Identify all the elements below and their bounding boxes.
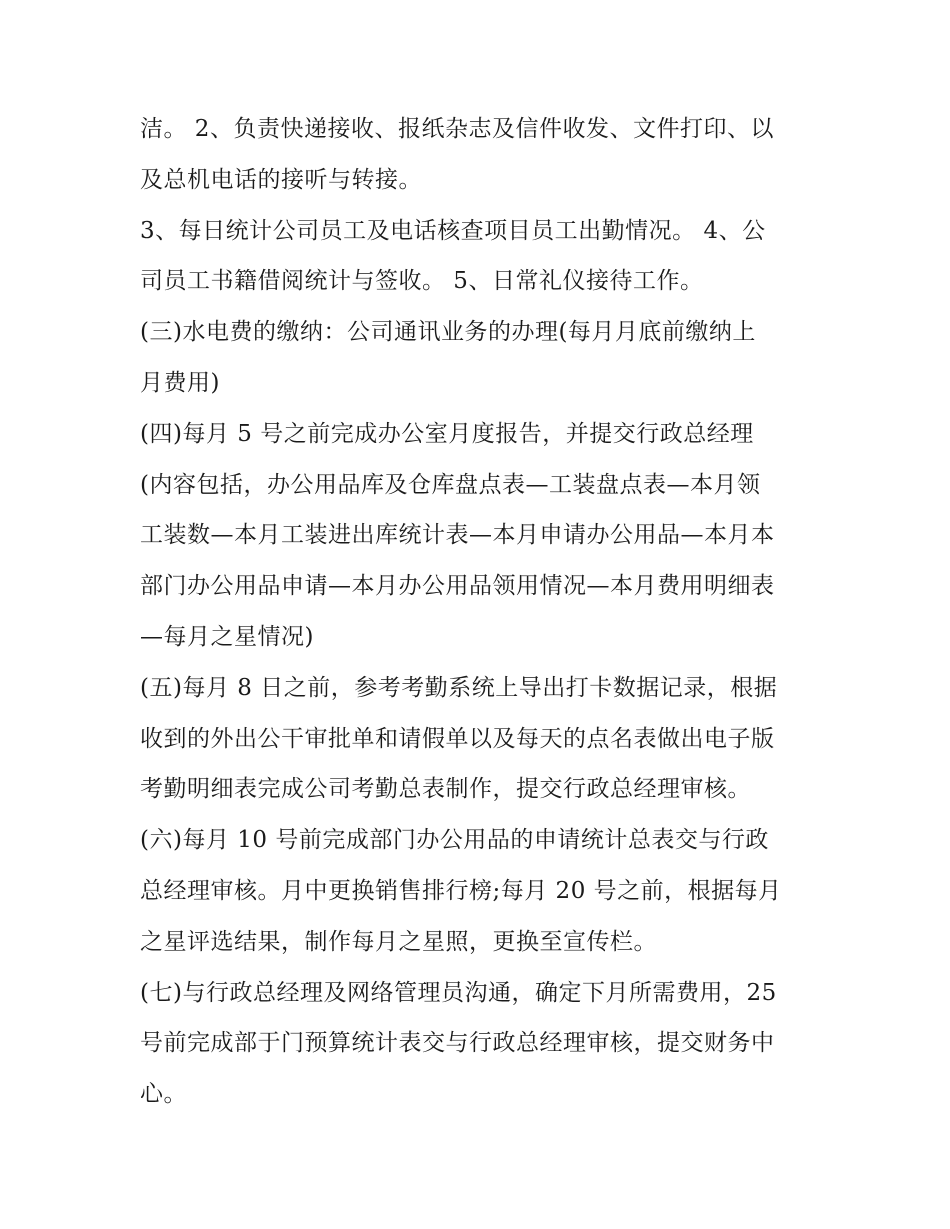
text-line: 之星评选结果，制作每月之星照，更换至宣传栏。 <box>140 928 657 955</box>
text-line: (六)每月 10 号前完成部门办公用品的申请统计总表交与行政 <box>140 827 769 854</box>
text-line: 考勤明细表完成公司考勤总表制作，提交行政总经理审核。 <box>140 776 751 803</box>
text-line: 工装数—本月工装进出库统计表—本月申请办公用品—本月本 <box>140 522 775 549</box>
text-line: 部门办公用品申请—本月办公用品领用情况—本月费用明细表 <box>140 573 775 600</box>
text-line: (四)每月 5 号之前完成办公室月度报告，并提交行政总经理 <box>140 420 754 447</box>
text-line: 总经理审核。月中更换销售排行榜;每月 20 号之前，根据每月 <box>140 877 782 904</box>
text-line: (五)每月 8 日之前，参考考勤系统上导出打卡数据记录，根据 <box>140 674 778 701</box>
text-line: 月费用) <box>140 369 220 396</box>
text-line: 司员工书籍借阅统计与签收。 5、日常礼仪接待工作。 <box>140 268 704 295</box>
text-line: —每月之星情况) <box>140 623 314 650</box>
text-line: (七)与行政总经理及网络管理员沟通，确定下月所需费用，25 <box>140 979 777 1006</box>
text-line: 心。 <box>140 1081 187 1108</box>
text-line: (三)水电费的缴纳：公司通讯业务的办理(每月月底前缴纳上 <box>140 319 756 346</box>
document-body <box>140 104 820 1120</box>
text-line: 3、每日统计公司员工及电话核查项目员工出勤情况。 4、公 <box>140 217 766 244</box>
text-line: 收到的外出公干审批单和请假单以及每天的点名表做出电子版 <box>140 725 775 752</box>
text-line: (内容包括，办公用品库及仓库盘点表—工装盘点表—本月领 <box>140 471 761 498</box>
text-line: 洁。 2、负责快递接收、报纸杂志及信件收发、文件打印、以 <box>140 116 774 142</box>
text-line: 及总机电话的接听与转接。 <box>140 166 422 193</box>
text-line: 号前完成部于门预算统计表交与行政总经理审核，提交财务中 <box>140 1030 775 1057</box>
